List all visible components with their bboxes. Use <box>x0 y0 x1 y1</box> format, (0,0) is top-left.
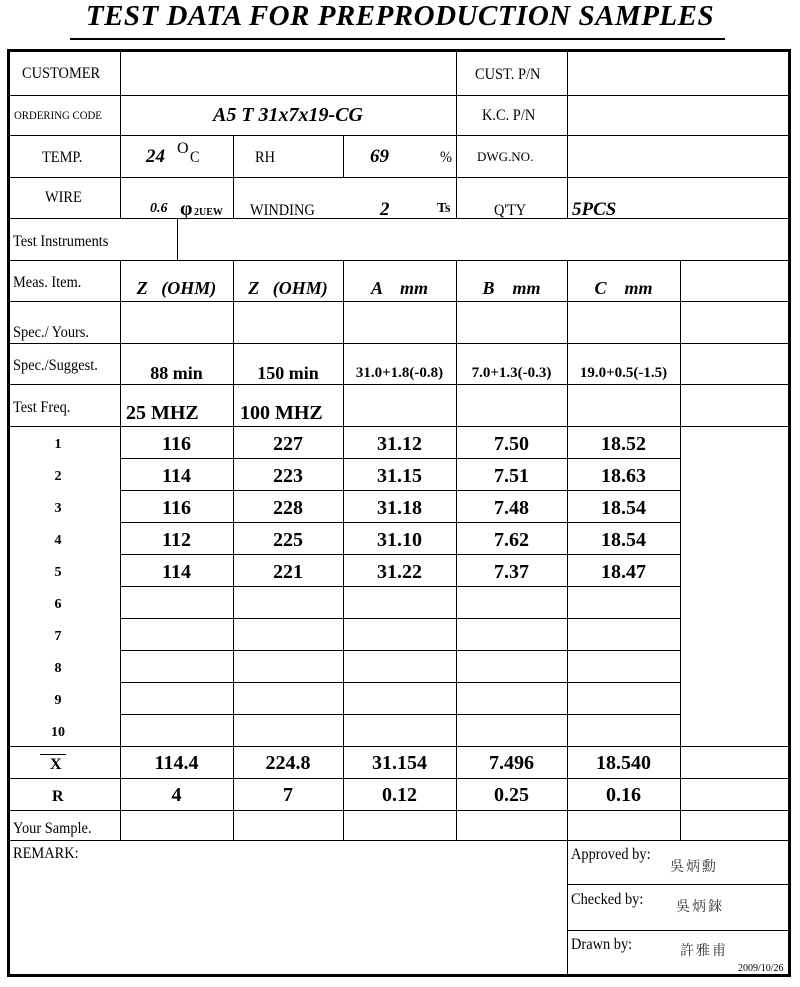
grid-line <box>10 135 788 136</box>
grid-line <box>10 301 788 302</box>
measurement-cell: 221 <box>273 561 303 583</box>
range-value: 0.25 <box>494 784 529 806</box>
spec-value: 88 min <box>150 363 203 383</box>
measurement-cell: 112 <box>162 529 191 551</box>
drawn-signature: 許雅甫 <box>680 943 728 959</box>
freq-value: 100 MHZ <box>240 402 323 424</box>
column-header: B mm <box>482 278 541 298</box>
grid-line <box>567 930 788 931</box>
row-number: 2 <box>54 469 62 484</box>
temp-label: TEMP. <box>42 149 83 166</box>
qty-value: 5PCS <box>572 199 617 220</box>
wire-phi-icon: φ <box>180 198 193 220</box>
grid-line <box>10 218 788 219</box>
measurement-cell: 18.54 <box>601 497 646 519</box>
grid-line <box>120 458 680 459</box>
grid-line <box>456 52 457 177</box>
grid-line <box>120 522 680 523</box>
date-stamp: 2009/10/26 <box>738 963 784 974</box>
ordering-code-label: ORDERING CODE <box>14 108 102 122</box>
title-underline <box>70 38 725 40</box>
your-sample-label: Your Sample. <box>13 820 92 837</box>
range-value: 7 <box>283 784 293 806</box>
measurement-cell: 116 <box>162 497 191 519</box>
grid-line <box>120 586 680 587</box>
dwg-label: DWG.NO. <box>477 149 534 164</box>
range-value: 4 <box>171 784 182 806</box>
mean-value: 7.496 <box>489 752 534 774</box>
grid-line <box>120 650 680 651</box>
grid-line <box>120 52 121 218</box>
mean-label: X <box>50 756 62 773</box>
measurement-cell: 227 <box>273 433 303 455</box>
winding-label: WINDING <box>250 202 315 219</box>
grid-line <box>10 260 788 261</box>
spec-value: 19.0+0.5(-1.5) <box>579 365 668 381</box>
degree-icon: O <box>177 140 189 157</box>
grid-line <box>10 840 788 841</box>
rh-unit: % <box>440 149 452 166</box>
spec-suggest-label: Spec./Suggest. <box>13 357 98 374</box>
row-number: 4 <box>54 533 62 548</box>
instruments-label: Test Instruments <box>13 233 109 250</box>
grid-line <box>456 177 457 218</box>
mean-value: 224.8 <box>265 752 311 774</box>
measurement-cell: 7.50 <box>494 433 529 455</box>
grid-line <box>120 618 680 619</box>
grid-line <box>567 884 788 885</box>
qty-label: Q'TY <box>494 202 527 219</box>
column-header: C mm <box>594 278 653 298</box>
row-number: 1 <box>54 437 62 452</box>
wire-type: 2UEW <box>194 207 223 218</box>
grid-line <box>120 490 680 491</box>
grid-line <box>10 426 788 427</box>
approved-signature: 吳炳勳 <box>670 859 718 875</box>
drawn-label: Drawn by: <box>571 936 633 953</box>
mean-overline <box>40 754 66 755</box>
measurement-cell: 31.15 <box>377 465 422 487</box>
temp-unit: C <box>190 149 200 166</box>
column-header: Z (OHM) <box>136 278 217 298</box>
spec-value: 31.0+1.8(-0.8) <box>355 365 444 381</box>
grid-line <box>120 714 680 715</box>
wire-value: 0.6 <box>150 201 168 216</box>
kc-pn-label: K.C. P/N <box>482 107 536 124</box>
grid-line <box>177 218 178 260</box>
winding-value: 2 <box>380 199 390 220</box>
checked-signature: 吳炳錸 <box>676 899 724 915</box>
checked-label: Checked by: <box>571 891 644 908</box>
grid-line <box>10 343 788 344</box>
spec-value: 150 min <box>257 363 319 383</box>
measurement-cell: 31.10 <box>377 529 422 551</box>
measurement-cell: 228 <box>273 497 303 519</box>
grid-line <box>233 135 234 218</box>
measurement-cell: 31.12 <box>377 433 422 455</box>
grid-line <box>10 177 788 178</box>
measurement-cell: 18.52 <box>601 433 646 455</box>
mean-value: 31.154 <box>372 752 427 774</box>
ordering-code-value: A5 T 31x7x19-CG <box>213 104 363 126</box>
approved-label: Approved by: <box>571 846 651 863</box>
row-number: 3 <box>54 501 62 516</box>
grid-line <box>680 260 681 840</box>
winding-unit: Ts <box>437 201 451 216</box>
spec-yours-label: Spec./ Yours. <box>13 324 90 341</box>
row-number: 10 <box>51 725 65 740</box>
measurement-cell: 7.48 <box>494 497 529 519</box>
grid-line <box>567 52 568 218</box>
grid-line <box>10 95 788 96</box>
meas-item-label: Meas. Item. <box>13 274 82 291</box>
row-number: 6 <box>54 597 62 612</box>
row-number: 9 <box>54 693 62 708</box>
rh-label: RH <box>255 149 276 166</box>
grid-line <box>120 682 680 683</box>
measurement-cell: 7.62 <box>494 529 529 551</box>
row-number: 8 <box>54 661 62 676</box>
measurement-cell: 114 <box>162 561 191 583</box>
measurement-cell: 18.63 <box>601 465 646 487</box>
wire-label: WIRE <box>45 189 82 206</box>
measurement-cell: 31.22 <box>377 561 422 583</box>
measurement-cell: 116 <box>162 433 191 455</box>
range-value: 0.16 <box>606 784 641 806</box>
column-header: A mm <box>370 278 428 298</box>
mean-value: 18.540 <box>596 752 651 774</box>
cust-pn-label: CUST. P/N <box>475 66 541 83</box>
grid-line <box>10 810 788 811</box>
rh-value: 69 <box>370 146 389 167</box>
measurement-cell: 225 <box>273 529 303 551</box>
measurement-cell: 31.18 <box>377 497 422 519</box>
test-freq-label: Test Freq. <box>13 399 71 416</box>
grid-line <box>10 778 788 779</box>
grid-line <box>343 135 344 177</box>
grid-line <box>120 554 680 555</box>
spec-value: 7.0+1.3(-0.3) <box>471 365 552 381</box>
measurement-cell: 7.51 <box>494 465 529 487</box>
column-header: Z (OHM) <box>248 278 328 298</box>
row-number: 5 <box>54 565 62 580</box>
measurement-cell: 223 <box>273 465 303 487</box>
measurement-cell: 114 <box>162 465 191 487</box>
measurement-cell: 18.47 <box>601 561 646 583</box>
page-title: TEST DATA FOR PREPRODUCTION SAMPLES <box>85 0 715 32</box>
grid-line <box>567 840 568 974</box>
temp-value: 24 <box>146 146 165 167</box>
range-label: R <box>52 788 64 805</box>
remark-label: REMARK: <box>13 845 79 862</box>
grid-line <box>10 384 788 385</box>
measurement-cell: 18.54 <box>601 529 646 551</box>
measurement-cell: 7.37 <box>494 561 529 583</box>
row-number: 7 <box>54 629 62 644</box>
mean-value: 114.4 <box>154 752 199 774</box>
range-value: 0.12 <box>382 784 417 806</box>
freq-value: 25 MHZ <box>126 402 199 424</box>
customer-label: CUSTOMER <box>22 65 101 82</box>
grid-line <box>10 746 788 747</box>
